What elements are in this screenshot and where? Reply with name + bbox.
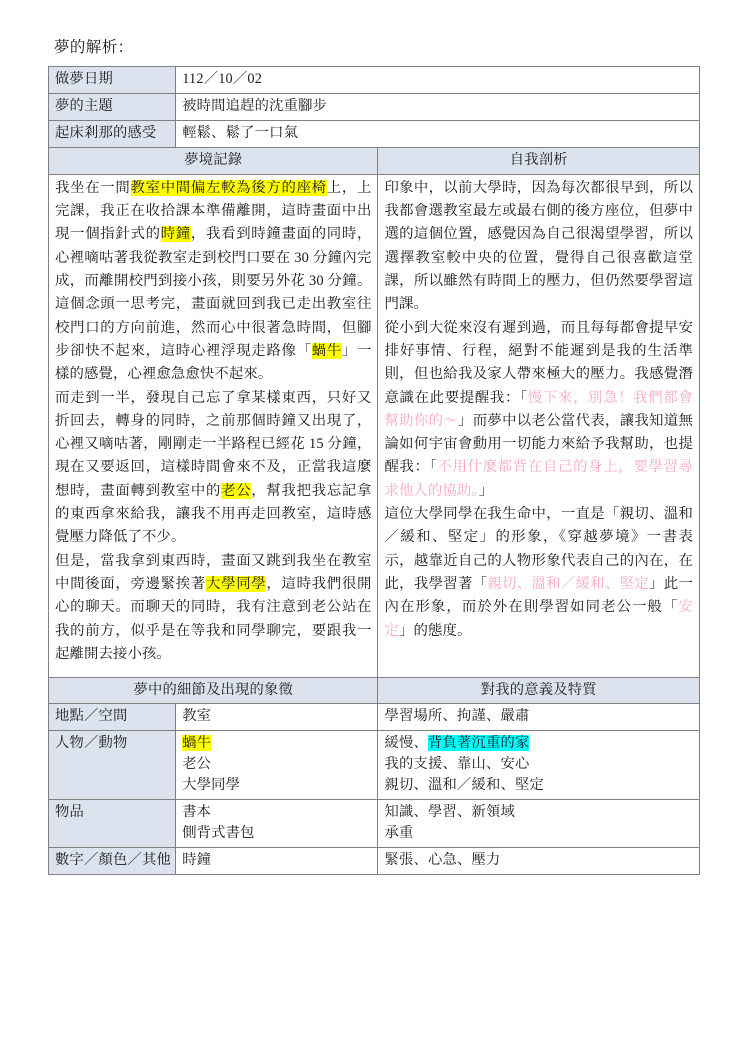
symbol-header-row [49,677,700,703]
text-run: 書本 [182,803,212,820]
text-run: 」而夢中以老公當代表，讓我知道無論如何宇宙會動用一切能力來給予我幫助，也提醒我：「 [384,412,693,476]
text-run: 緩慢、 [384,734,428,751]
meta-row-theme [49,94,700,121]
text-run: ，我看到時鐘畫面的同時，心裡嘀咕著我從教室走到校門口要在 30 分鐘內完成，而離開校門到接小孩，則要另外花 30 分鐘。這個念頭一思考完，畫面就回到我已走出教室往校門口的方向前進，然而心中很著急時間，但腳步卻快不起來，這時心裡浮現走路像「 [55,226,372,359]
symbol-meaning-table [48,677,700,875]
symbol-category-label: 物品 [49,799,176,847]
paragraph [384,503,693,643]
text-run: 時鐘 [182,851,212,868]
symbol-item [182,802,371,823]
text-run: 我坐在一間 [55,179,131,196]
text-run: 印象中，以前大學時，因為每次都很早到，所以我都會選教室最左或最右側的後方座位，但夢中選的這個位置，感覺因為自己很渴望學習，所以選擇教室較中央的位置，覺得自己很喜歡這堂課，所以雖然有時間上的壓力，但仍然要學習這門課。 [384,179,693,313]
symbol-meaning-cell [378,799,700,847]
highlighted-text-yellow: 教室中間偏左較為後方的座椅 [130,179,327,196]
symbol-category-label: 地點／空間 [49,703,176,730]
meta-label-feeling: 起床剎那的感受 [49,121,176,148]
symbol-meaning [384,775,693,796]
paragraph [384,317,693,504]
symbol-meaning-body [49,677,700,874]
text-run: 側背式書包 [182,824,255,841]
symbol-items-cell [176,799,378,847]
text-run: 知識、學習、新領域 [384,803,515,820]
symbol-item [182,775,371,796]
symbol-meaning [384,733,693,754]
symbol-category-label: 數字／顏色／其他 [49,847,176,874]
dream-record-cell [49,174,378,677]
paragraph [55,387,371,550]
symbol-item [182,823,371,844]
symbol-category-label: 人物／動物 [49,730,176,799]
symbol-item [182,733,371,754]
highlighted-text-pink: 慢下來，別急！我們都會幫助你的～ [384,389,693,429]
symbol-items-cell [176,703,378,730]
paragraph [55,177,371,387]
table-row [49,847,700,874]
symbol-meaning [384,802,693,823]
meta-value-feeling: 輕鬆、鬆了一口氣 [176,121,700,148]
text-run: 上，上完課，我正在收拾課本準備離開，這時畫面中出現一個指針式的 [55,179,372,243]
meta-row-date [49,67,700,94]
text-run: ，幫我把我忘記拿的東西拿來給我，讓我不用再走回教室，這時感覺壓力降低了不少。 [55,482,372,546]
meta-label-theme: 夢的主題 [49,94,176,121]
highlighted-text-yellow: 大學同學 [206,576,267,593]
text-run: 而走到一半，發現自己忘了拿某樣東西，只好又折回去，轉身的同時，之前那個時鐘又出現了，心裡又嘀咕著，剛剛走一半路程已經花 15 分鐘，現在又要返回，這樣時間會來不及，正當我這麼想時，畫面轉到教室中的 [55,389,372,499]
highlighted-text-yellow: 蝸牛 [311,342,342,359]
highlighted-text-pink: 安定 [384,599,693,639]
highlighted-text-yellow: 老公 [221,482,252,499]
table-row [49,730,700,799]
symbol-meaning [384,850,693,871]
symbol-items-cell [176,730,378,799]
symbol-meaning [384,754,693,775]
text-run: 」的態度。 [398,622,472,639]
text-run: 老公 [182,755,212,772]
dream-analysis-table [48,66,700,677]
text-run: 」 [478,482,494,499]
highlighted-text-yellow: 時鐘 [160,226,191,243]
text-run: 緊張、心急、壓力 [384,851,501,868]
text-run: 大學同學 [182,776,241,793]
table-row [49,703,700,730]
symbol-meaning [384,706,693,727]
text-run: 我的支援、靠山、安心 [384,755,530,772]
symbol-item [182,754,371,775]
self-analysis-cell [378,174,700,677]
meta-row-feeling [49,121,700,148]
symbol-item [182,850,371,871]
paragraph [384,177,693,317]
text-run: 親切、溫和／緩和、堅定 [384,776,544,793]
symbol-meaning-cell [378,703,700,730]
highlighted-text-cyan: 背負著沉重的家 [427,734,530,751]
symbol-header-meaning: 對我的意義及特質 [378,677,700,703]
meta-label-date: 做夢日期 [49,67,176,94]
symbol-item [182,706,371,727]
section-header-row [49,148,700,174]
dream-analysis-body [49,67,700,677]
text-run: 承重 [384,824,414,841]
text-run: 從小到大從來沒有遲到過，而且每每都會提早安排好事情、行程，絕對不能遲到是我的生活準則，但也給我及家人帶來極大的壓力。我感覺潛意識在此要提醒我：「 [384,319,693,406]
highlighted-text-pink: 親切、溫和／緩和、堅定 [487,576,650,593]
symbol-meaning-cell [378,847,700,874]
page-title: 夢的解析： [54,39,134,56]
text-run: 但是，當我拿到東西時，畫面又跳到我坐在教室中間後面，旁邊緊挨著 [55,552,372,593]
content-row [49,174,700,677]
highlighted-text-pink: 不用什麼都背在自己的身上，要學習尋求他人的協助。 [384,459,693,499]
symbol-meaning [384,823,693,844]
symbol-items-cell [176,847,378,874]
meta-value-date: 112／10／02 [176,67,700,94]
meta-value-theme: 被時間追趕的沈重腳步 [176,94,700,121]
text-run: 」一樣的感覺，心裡愈急愈快不起來。 [55,342,372,383]
symbol-meaning-cell [378,730,700,799]
symbol-header-details: 夢中的細節及出現的象徵 [49,677,378,703]
text-run: 這位大學同學在我生命中，一直是「親切、溫和／緩和、堅定」的形象，《穿越夢境》一書表示，越靠近自己的人物形象代表自己的內在，在此，我學習著「 [384,506,693,593]
section-header-dream-record: 夢境記錄 [49,148,378,174]
table-row [49,799,700,847]
text-run: 」此一內在形象，而於外在則學習如同老公一般「 [384,576,693,616]
section-header-self-analysis: 自我剖析 [378,148,700,174]
paragraph [55,550,371,667]
text-run: ，這時我們很開心的聊天。而聊天的同時，我有注意到老公站在我的前方，似乎是在等我和同學聊完，要跟我一起離開去接小孩。 [55,576,372,663]
text-run: 教室 [182,707,212,724]
text-run: 學習場所、拘謹、嚴肅 [384,707,530,724]
highlighted-text-yellow: 蝸牛 [182,734,212,751]
